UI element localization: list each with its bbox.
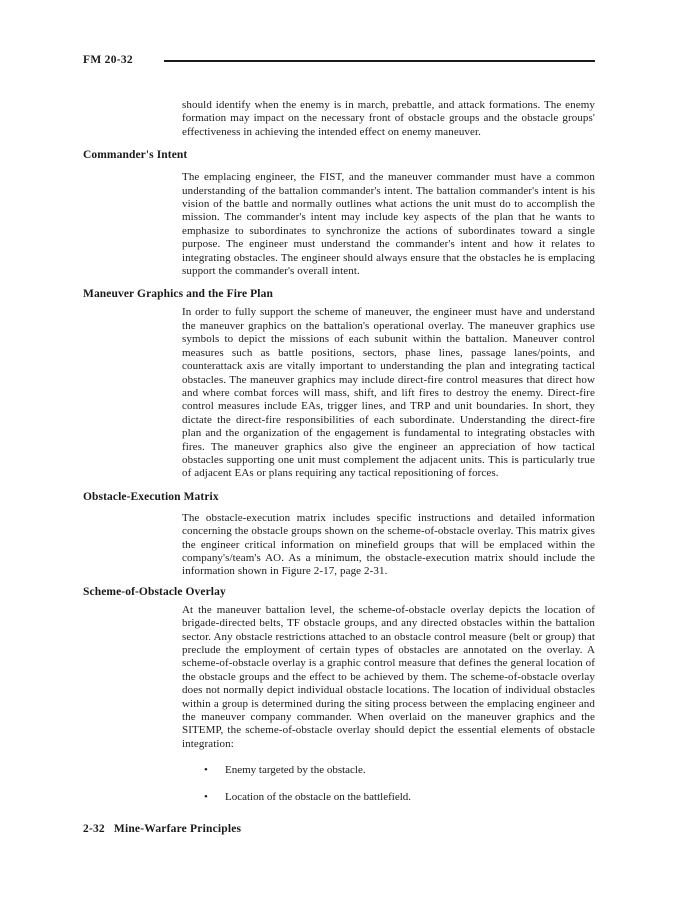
footer-page-number: 2-32 [83, 823, 105, 835]
footer-chapter-title: Mine-Warfare Principles [113, 823, 242, 835]
section-paragraph-obstacle-execution-matrix: The obstacle-execution matrix includes specific instructions and detailed information concerning the obstacle groups shown on the scheme-of-obstacle overlay. This matrix gives the engineer critical information on minefield groups that will be emplaced within the company's/team's AO. As a minimum, the obstacle-execution matrix should include the information shown in Figure 2-17, page 2-31. [182, 511, 595, 578]
section-heading-maneuver-graphics: Maneuver Graphics and the Fire Plan [83, 288, 273, 301]
page-footer [83, 823, 241, 835]
section-paragraph-maneuver-graphics: In order to fully support the scheme of maneuver, the engineer must have and understand the maneuver graphics on the battalion's operational overlay. The maneuver graphics use symbols to depict the missions of each subunit within the battalion. Maneuver control measures such as battle positions, sectors, phase lines, passage lanes/points, and counterattack axis are vitally important to understanding the plan and integrating tactical obstacles. The maneuver graphics may include direct-fire control measures that direct how and where combat forces will mass, shift, and lift fires to destroy the enemy. Direct-fire control measures include EAs, trigger lines, and TRP and unit boundaries. In short, they dictate the direct-fire responsibilities of each subordinate. Understanding the direct-fire plan and the organization of the engagement is fundamental to integrating obstacles with fires. The maneuver graphics also give the engineer an appreciation of how tactical obstacles supporting one unit must complement the adjacent units. This is particularly true of adjacent EAs or plans requiring any tactical repositioning of forces. [182, 306, 595, 480]
bullet-text: Enemy targeted by the obstacle. [225, 764, 366, 777]
section-paragraph-scheme-of-obstacle-overlay: At the maneuver battalion level, the scheme-of-obstacle overlay depicts the location of brigade-directed belts, TF obstacle groups, and any directed obstacles within the battalion sector. Any obstacle restrictions attached to an obstacle control measure (belt or group) that preclude the employment of certain types of obstacles are annotated on the overlay. A scheme-of-obstacle overlay is a graphic control measure that defines the general location of the obstacle groups and the effect to be achieved by them. The scheme-of-obstacle overlay does not normally depict individual obstacle locations. The location of individual obstacles within a group is determined during the siting process between the emplacing engineer and the maneuver company commander. When overlaid on the maneuver graphics and the SITEMP, the scheme-of-obstacle overlay should depict the essential elements of obstacle integration: [182, 603, 595, 750]
bullet-list [83, 763, 595, 804]
bullet-item [204, 763, 595, 777]
section-heading-commanders-intent: Commander's Intent [83, 149, 188, 162]
section-heading-obstacle-execution-matrix: Obstacle-Execution Matrix [83, 490, 219, 503]
bullet-item [204, 790, 595, 804]
doc-number-label: FM 20-32 [83, 54, 133, 66]
bullet-icon: • [204, 791, 208, 804]
document-header [83, 54, 595, 66]
intro-paragraph: should identify when the enemy is in march, prebattle, and attack formations. The enemy formation may impact on the necessary front of obstacle groups and the obstacle groups' effectiveness in achieving the intended effect on enemy maneuver. [182, 99, 595, 138]
header-rule [164, 60, 595, 62]
bullet-text: Location of the obstacle on the battlefield. [225, 791, 412, 804]
section-paragraph-commanders-intent: The emplacing engineer, the FIST, and the maneuver commander must have a common understanding of the battalion commander's intent. The battalion commander's intent is his vision of the battle and normally outlines what actions the unit must do to accomplish the mission. The commander's intent may include key aspects of the plan that he wants to emphasize to subordinates to synchronize the actions of subordinates toward a single purpose. The engineer must understand the commander's intent and how it relates to integrating obstacles. The engineer should always ensure that the obstacles he is emplacing support the commander's overall intent. [182, 171, 595, 278]
section-heading-scheme-of-obstacle-overlay: Scheme-of-Obstacle Overlay [83, 585, 226, 598]
bullet-icon: • [204, 764, 208, 777]
document-body [83, 99, 595, 817]
